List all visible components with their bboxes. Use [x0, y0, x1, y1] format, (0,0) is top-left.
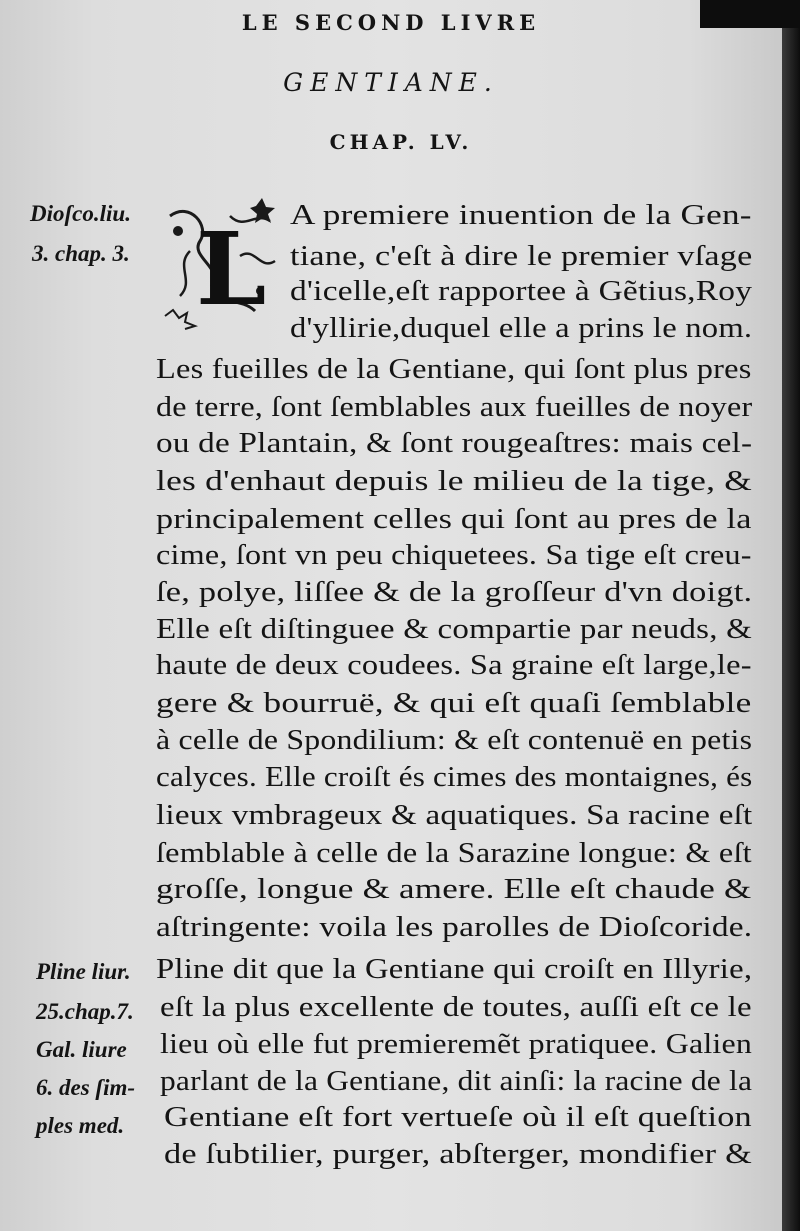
margin-note: Dioſco.liu.: [30, 201, 131, 226]
text-line: groſſe, longue & amere. Elle eſt chaude &: [156, 873, 752, 905]
text-line: A premiere inuention de la Gen-: [290, 199, 752, 231]
margin-note: Gal. liure: [36, 1037, 127, 1062]
margin-note: ples med.: [36, 1113, 125, 1138]
text-line: principalement celles qui ſont au pres de la: [156, 503, 752, 535]
scan-shadow: [700, 0, 800, 28]
text-line: calyces. Elle croiſt és cimes des montaignes, és: [156, 761, 753, 793]
text-line: cime, ſont vn peu chiquetees. Sa tige eſt creu-: [156, 539, 752, 571]
text-line: tiane, c'eſt à dire le premier vſage: [290, 240, 753, 272]
text-line: haute de deux coudees. Sa graine eſt large,le-: [156, 649, 752, 681]
text-line: Pline dit que la Gentiane qui croiſt en Illyrie,: [156, 953, 753, 985]
margin-note: 25.chap.7.: [36, 999, 134, 1024]
chapter-heading: CHAP. LV.: [329, 130, 473, 154]
text-line: Elle eſt diſtinguee & compartie par neuds, &: [156, 613, 753, 645]
text-line: d'yllirie,duquel elle a prins le nom.: [290, 312, 753, 344]
drop-cap-letter: L: [196, 210, 267, 328]
margin-note: 3. chap. 3.: [32, 241, 130, 266]
running-head: LE SECOND LIVRE: [241, 10, 541, 35]
text-line: ſemblable à celle de la Sarazine longue: & eſt: [156, 837, 752, 869]
text-line: eſt la plus excellente de toutes, auſſi eſt ce le: [160, 991, 752, 1023]
text-line: gere & bourruë, & qui eſt quaſi ſemblable: [156, 687, 752, 719]
text-line: d'icelle,eſt rapportee à Gẽtius,Roy: [290, 275, 753, 307]
text-line: lieux vmbrageux & aquatiques. Sa racine eſt: [156, 799, 753, 831]
text-line: les d'enhaut depuis le milieu de la tige, &: [156, 465, 753, 497]
page-title: GENTIANE.: [283, 68, 499, 97]
decorated-initial-l: [160, 196, 284, 332]
text-line: parlant de la Gentiane, dit ainſi: la racine de la: [160, 1065, 753, 1097]
text-line: à celle de Spondilium: & eſt contenuë en petis: [156, 724, 753, 756]
margin-note: 6. des ſim-: [36, 1075, 136, 1100]
text-line: aſtringente: voila les parolles de Dioſcoride.: [156, 911, 753, 943]
book-spine: [782, 0, 800, 1231]
text-line: Les fueilles de la Gentiane, qui ſont plus pres: [156, 353, 752, 385]
text-line: ou de Plantain, & ſont rougeaſtres: mais cel-: [156, 427, 753, 459]
text-line: de ſubtilier, purger, abſterger, mondifier &: [164, 1138, 753, 1170]
margin-note: Pline liur.: [36, 959, 131, 984]
text-line: lieu où elle fut premieremẽt pratiquee. Galien: [160, 1028, 753, 1060]
text-line: ſe, polye, liſſee & de la groſſeur d'vn doigt.: [156, 576, 753, 608]
text-line: de terre, ſont ſemblables aux fueilles de noyer: [156, 391, 753, 423]
text-line: Gentiane eſt fort vertueſe où il eſt queſtion: [164, 1101, 752, 1133]
